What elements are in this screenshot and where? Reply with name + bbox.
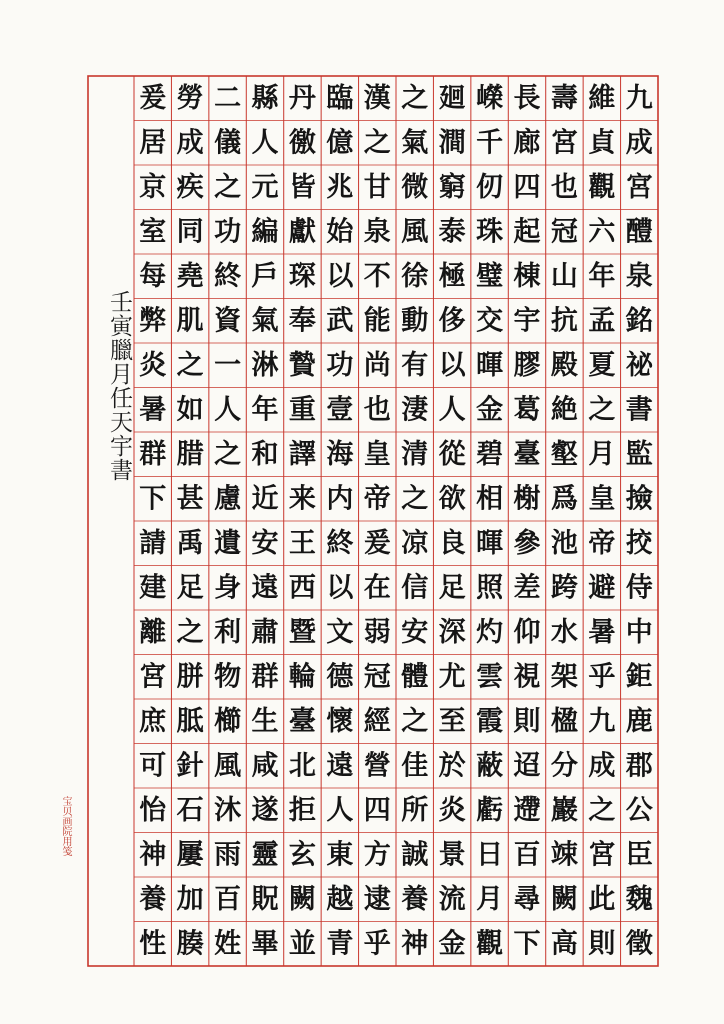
grid-character: 珠 [476,216,504,248]
grid-character: 建 [139,572,167,604]
grid-character: 也 [550,171,578,203]
grid-character: 誠 [401,839,429,871]
grid-character: 暉 [476,349,504,381]
grid-character: 帝 [588,527,616,559]
grid-character: 所 [401,794,429,826]
grid-character: 疾 [176,171,204,203]
grid-character: 醴 [625,216,653,248]
grid-character: 怡 [139,794,167,826]
grid-character: 武 [326,305,354,337]
grid-character: 青 [326,928,354,960]
grid-character: 獻 [288,216,316,248]
grid-character: 弊 [139,305,167,337]
grid-character: 每 [139,260,167,292]
grid-character: 百 [513,839,541,871]
grid-character: 安 [251,527,279,559]
grid-character: 壑 [550,438,578,470]
grid-character: 咸 [251,750,279,782]
grid-character: 之 [588,394,616,426]
grid-character: 海 [326,438,354,470]
grid-character: 儀 [214,127,242,159]
grid-character: 氣 [251,305,279,337]
grid-character: 動 [401,305,429,337]
grid-character: 鉅 [625,661,653,693]
grid-character: 碧 [476,438,504,470]
grid-character: 始 [326,216,354,248]
grid-character: 靈 [251,839,279,871]
grid-character: 迢 [513,750,541,782]
grid-character: 參 [513,527,541,559]
grid-character: 胼 [176,661,204,693]
grid-character: 於 [438,750,466,782]
grid-character: 徵 [625,928,653,960]
grid-character: 相 [476,483,504,515]
grid-character: 資 [214,305,242,337]
grid-character: 生 [251,705,279,737]
grid-character: 尤 [438,661,466,693]
grid-character: 冠 [550,216,578,248]
grid-character: 下 [139,483,167,515]
grid-character: 成 [176,127,204,159]
grid-character: 泉 [363,216,391,248]
grid-character: 嶸 [476,82,504,114]
grid-character: 北 [288,750,316,782]
grid-character: 群 [139,438,167,470]
grid-character: 氣 [401,127,429,159]
grid-character: 水 [550,616,578,648]
grid-character: 照 [476,572,504,604]
grid-character: 璧 [476,260,504,292]
grid-character: 文 [326,616,354,648]
grid-character: 之 [176,349,204,381]
grid-character: 跨 [550,572,578,604]
grid-character: 葛 [513,394,541,426]
grid-character: 神 [401,928,429,960]
grid-character: 宮 [588,839,616,871]
grid-character: 挍 [625,527,653,559]
grid-character: 暑 [139,394,167,426]
grid-character: 漢 [363,82,391,114]
grid-character: 鹿 [625,705,653,737]
grid-character: 王 [288,527,316,559]
grid-character: 灼 [476,616,504,648]
grid-character: 尋 [513,883,541,915]
grid-character: 之 [214,438,242,470]
grid-character: 下 [513,928,541,960]
grid-character: 榭 [513,483,541,515]
grid-character: 堯 [176,260,204,292]
grid-character: 凉 [401,527,429,559]
grid-character: 腊 [176,438,204,470]
grid-character: 魏 [625,883,653,915]
grid-character: 甘 [363,171,391,203]
grid-character: 玄 [288,839,316,871]
grid-character: 欲 [438,483,466,515]
grid-character: 遺 [214,527,242,559]
grid-character: 終 [326,527,354,559]
grid-character: 越 [326,883,354,915]
grid-character: 琛 [288,260,316,292]
grid-character: 虧 [476,794,504,826]
grid-character: 清 [401,438,429,470]
grid-character: 德 [326,661,354,693]
grid-character: 群 [251,661,279,693]
grid-character: 以 [326,260,354,292]
grid-character: 利 [214,616,242,648]
grid-character: 腠 [176,928,204,960]
grid-character: 成 [588,750,616,782]
grid-character: 之 [214,171,242,203]
grid-character: 養 [401,883,429,915]
grid-character: 加 [176,883,204,915]
grid-character: 和 [251,438,279,470]
grid-character: 侍 [625,572,653,604]
grid-character: 京 [139,171,167,203]
grid-character: 不 [363,260,391,292]
grid-character: 六 [588,216,616,248]
grid-character: 離 [139,616,167,648]
grid-character: 日 [476,839,504,871]
grid-character: 遂 [251,794,279,826]
grid-character: 宮 [550,127,578,159]
grid-character: 流 [438,883,466,915]
signature-inscription: 壬寅臘月任天宇書 [106,290,132,482]
grid-character: 微 [401,171,429,203]
grid-character: 視 [513,661,541,693]
grid-character: 拒 [288,794,316,826]
grid-character: 徐 [401,260,429,292]
grid-character: 暨 [288,616,316,648]
grid-character: 西 [288,572,316,604]
grid-character: 之 [176,616,204,648]
grid-character: 人 [214,394,242,426]
grid-character: 祕 [625,349,653,381]
grid-character: 九 [625,82,653,114]
grid-character: 肅 [251,616,279,648]
grid-character: 避 [588,572,616,604]
paper-brand-mark: 宝贝画院用笺 [60,796,71,856]
grid-character: 廻 [438,82,466,114]
grid-character: 来 [288,483,316,515]
grid-character: 可 [139,750,167,782]
grid-character: 輪 [288,661,316,693]
grid-character: 神 [139,839,167,871]
grid-character: 信 [401,572,429,604]
grid-character: 懷 [326,705,354,737]
grid-character: 公 [625,794,653,826]
grid-character: 四 [513,171,541,203]
grid-character: 針 [176,750,204,782]
grid-character: 二 [214,82,242,114]
grid-character: 億 [326,127,354,159]
grid-character: 宮 [625,171,653,203]
grid-character: 足 [438,572,466,604]
grid-character: 禹 [176,527,204,559]
grid-character: 奉 [288,305,316,337]
grid-character: 月 [588,438,616,470]
grid-character: 壽 [550,82,578,114]
grid-character: 安 [401,616,429,648]
grid-character: 此 [588,883,616,915]
grid-character: 金 [438,928,466,960]
grid-character: 差 [513,572,541,604]
grid-character: 臨 [326,82,354,114]
grid-character: 極 [438,260,466,292]
grid-character: 佳 [401,750,429,782]
grid-character: 巖 [550,794,578,826]
grid-character: 臺 [513,438,541,470]
grid-character: 一 [214,349,242,381]
grid-character: 仰 [513,616,541,648]
grid-character: 體 [401,661,429,693]
grid-character: 楹 [550,705,578,737]
grid-character: 臣 [625,839,653,871]
grid-character: 百 [214,883,242,915]
grid-character: 兆 [326,171,354,203]
grid-character: 廊 [513,127,541,159]
grid-character: 淒 [401,394,429,426]
grid-character: 月 [476,883,504,915]
grid-character: 如 [176,394,204,426]
grid-character: 足 [176,572,204,604]
grid-character: 勞 [176,82,204,114]
grid-character: 徼 [288,127,316,159]
grid-character: 泰 [438,216,466,248]
grid-character: 居 [139,127,167,159]
grid-character: 暑 [588,616,616,648]
grid-character: 功 [214,216,242,248]
grid-character: 暉 [476,527,504,559]
grid-character: 孟 [588,305,616,337]
grid-character: 人 [251,127,279,159]
grid-character: 書 [625,394,653,426]
grid-character: 架 [550,661,578,693]
grid-character: 終 [214,260,242,292]
grid-character: 丹 [288,82,316,114]
grid-character: 高 [550,928,578,960]
grid-character: 銘 [625,305,653,337]
grid-character: 交 [476,305,504,337]
grid-character: 之 [401,483,429,515]
grid-character: 山 [550,260,578,292]
grid-character: 長 [513,82,541,114]
grid-character: 胝 [176,705,204,737]
grid-character: 絶 [550,394,578,426]
grid-character: 澗 [438,127,466,159]
grid-character: 觀 [588,171,616,203]
grid-character: 以 [326,572,354,604]
grid-character: 冠 [363,661,391,693]
grid-character: 年 [251,394,279,426]
grid-character: 雲 [476,661,504,693]
grid-character: 皇 [588,483,616,515]
grid-character: 人 [438,394,466,426]
grid-character: 逮 [363,883,391,915]
grid-character: 在 [363,572,391,604]
grid-character: 至 [438,705,466,737]
grid-character: 風 [214,750,242,782]
grid-character: 闕 [288,883,316,915]
grid-character: 宮 [139,661,167,693]
grid-character: 縣 [251,82,279,114]
grid-character: 良 [438,527,466,559]
grid-character: 淋 [251,349,279,381]
grid-character: 貞 [588,127,616,159]
grid-character: 戶 [251,260,279,292]
grid-character: 棟 [513,260,541,292]
grid-character: 殿 [550,349,578,381]
grid-character: 帝 [363,483,391,515]
grid-character: 慮 [214,483,242,515]
grid-character: 屢 [176,839,204,871]
grid-character: 抗 [550,305,578,337]
grid-character: 年 [588,260,616,292]
grid-character: 炎 [139,349,167,381]
grid-character: 侈 [438,305,466,337]
grid-character: 石 [176,794,204,826]
grid-character: 遠 [251,572,279,604]
grid-character: 庶 [139,705,167,737]
grid-character: 人 [326,794,354,826]
grid-character: 景 [438,839,466,871]
grid-character: 並 [288,928,316,960]
grid-character: 乎 [363,928,391,960]
grid-character: 有 [401,349,429,381]
grid-character: 成 [625,127,653,159]
grid-character: 臺 [288,705,316,737]
grid-character: 以 [438,349,466,381]
grid-character: 遰 [513,794,541,826]
grid-character: 泉 [625,260,653,292]
grid-character: 撿 [625,483,653,515]
grid-character: 同 [176,216,204,248]
grid-character: 元 [251,171,279,203]
grid-character: 深 [438,616,466,648]
grid-character: 甚 [176,483,204,515]
grid-character: 養 [139,883,167,915]
grid-character: 壹 [326,394,354,426]
grid-character: 則 [588,928,616,960]
grid-character: 皆 [288,171,316,203]
grid-character: 霞 [476,705,504,737]
grid-character: 貺 [251,883,279,915]
grid-character: 也 [363,394,391,426]
grid-character: 遠 [326,750,354,782]
grid-character: 櫛 [214,705,242,737]
grid-character: 起 [513,216,541,248]
grid-character: 性 [139,928,167,960]
grid-character: 之 [363,127,391,159]
grid-character: 譯 [288,438,316,470]
grid-character: 則 [513,705,541,737]
grid-character: 近 [251,483,279,515]
grid-character: 宇 [513,305,541,337]
grid-character: 千 [476,127,504,159]
grid-character: 池 [550,527,578,559]
grid-character: 爰 [139,82,167,114]
grid-character: 中 [625,616,653,648]
grid-character: 皇 [363,438,391,470]
grid-character: 仞 [476,171,504,203]
grid-character: 編 [251,216,279,248]
grid-character: 贄 [288,349,316,381]
grid-character: 雨 [214,839,242,871]
grid-character: 物 [214,661,242,693]
grid-character: 沐 [214,794,242,826]
grid-character: 蔽 [476,750,504,782]
grid-character: 重 [288,394,316,426]
grid-character: 營 [363,750,391,782]
grid-character: 闕 [550,883,578,915]
grid-character: 方 [363,839,391,871]
grid-character: 從 [438,438,466,470]
grid-character: 乎 [588,661,616,693]
grid-character: 爲 [550,483,578,515]
grid-character: 請 [139,527,167,559]
grid-character: 風 [401,216,429,248]
grid-character: 分 [550,750,578,782]
grid-character: 内 [326,483,354,515]
grid-character: 之 [401,705,429,737]
grid-character: 功 [326,349,354,381]
grid-character: 爰 [363,527,391,559]
grid-character: 經 [363,705,391,737]
grid-character: 炎 [438,794,466,826]
grid-character: 夏 [588,349,616,381]
grid-character: 畢 [251,928,279,960]
grid-character: 金 [476,394,504,426]
grid-character: 維 [588,82,616,114]
grid-character: 監 [625,438,653,470]
grid-character: 之 [401,82,429,114]
grid-character: 膠 [513,349,541,381]
grid-character: 尚 [363,349,391,381]
grid-character: 能 [363,305,391,337]
grid-character: 身 [214,572,242,604]
grid-character: 竦 [550,839,578,871]
grid-character: 東 [326,839,354,871]
grid-character: 觀 [476,928,504,960]
grid-character: 之 [588,794,616,826]
grid-character: 九 [588,705,616,737]
grid-character: 弱 [363,616,391,648]
grid-character: 肌 [176,305,204,337]
grid-character: 室 [139,216,167,248]
grid-character: 窮 [438,171,466,203]
grid-character: 四 [363,794,391,826]
grid-character: 郡 [625,750,653,782]
grid-character: 姓 [214,928,242,960]
